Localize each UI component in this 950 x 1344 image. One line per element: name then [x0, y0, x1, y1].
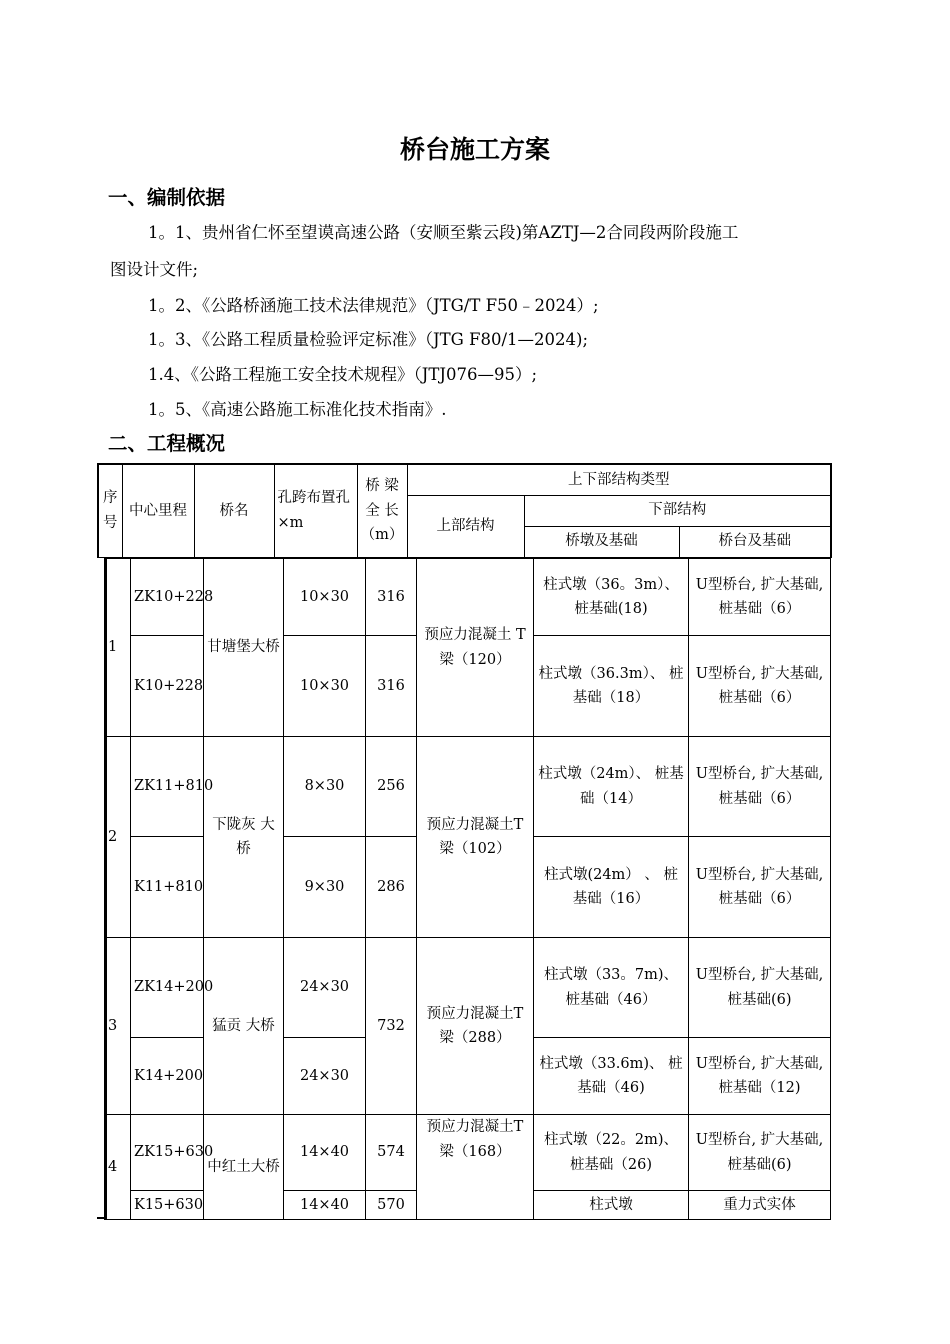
row-span: 24×30 [284, 1038, 366, 1115]
row-span: 24×30 [284, 938, 366, 1038]
row-station: ZK15+630 [131, 1115, 204, 1191]
table-row [107, 559, 831, 636]
row-length: 732 [366, 938, 417, 1115]
header-pier: 桥墩及基础 [524, 526, 679, 557]
row-pier: 柱式墩（36.3m）、 桩基础（18） [534, 636, 689, 737]
table-left-border [104, 558, 106, 1220]
row-upper: 预应力混凝土 T梁（120） [417, 559, 534, 737]
row-station: ZK14+200 [131, 938, 204, 1038]
row-length: 256 [366, 737, 417, 837]
row-length: 570 [366, 1191, 417, 1220]
row-name: 猛贡 大桥 [204, 938, 284, 1115]
row-length: 316 [366, 559, 417, 636]
table-header [97, 463, 832, 558]
row-name: 下陇灰 大桥 [204, 737, 284, 938]
bridge-table [106, 558, 831, 1220]
header-seq: 序号 [98, 464, 122, 557]
row-pier: 柱式墩（36。3m）、 桩基础(18) [534, 559, 689, 636]
row-pier: 柱式墩（33.6m)、 桩基础（46) [534, 1038, 689, 1115]
row-station: K10+228 [131, 636, 204, 737]
row-span: 10×30 [284, 636, 366, 737]
row-name: 甘塘堡大桥 [204, 559, 284, 737]
row-pier: 柱式墩 [534, 1191, 689, 1220]
header-structure: 上下部结构类型 [407, 464, 831, 495]
header-span: 孔跨布置孔×m [274, 464, 357, 557]
basis-item-3: 1。3、《公路工程质量检验评定标准》（JTG F80/1—2024); [148, 330, 589, 349]
basis-item-1: 1。1、贵州省仁怀至望谟高速公路（安顺至紫云段)第AZTJ—2合同段两阶段施工 [148, 223, 739, 242]
section-heading-overview: 二、工程概况 [108, 432, 226, 455]
row-abutment: U型桥台, 扩大基础, 桩基础（6） [689, 559, 831, 636]
basis-item-2: 1。2、《公路桥涵施工技术法律规范》（JTG/T F50﹣2024）; [148, 296, 599, 315]
basis-item-1-cont: 图设计文件; [110, 260, 199, 279]
header-upper: 上部结构 [407, 495, 524, 557]
row-pier: 柱式墩（24m）、 桩基础（14） [534, 737, 689, 837]
row-length: 574 [366, 1115, 417, 1191]
row-station: ZK11+810 [131, 737, 204, 837]
header-station: 中心里程 [122, 464, 194, 557]
row-abutment: 重力式实体 [689, 1191, 831, 1220]
row-seq: 2 [107, 737, 131, 938]
row-pier: 柱式墩(24m） 、 桩基础（16） [534, 837, 689, 938]
section-heading-basis: 一、编制依据 [108, 186, 226, 209]
table-row [107, 1115, 831, 1191]
page-title: 桥台施工方案 [399, 135, 550, 164]
row-upper: 预应力混凝土T梁（168） [417, 1115, 534, 1220]
row-abutment: U型桥台, 扩大基础,桩基础(6) [689, 1115, 831, 1191]
row-seq: 3 [107, 938, 131, 1115]
row-span: 8×30 [284, 737, 366, 837]
row-span: 14×40 [284, 1191, 366, 1220]
row-station: K14+200 [131, 1038, 204, 1115]
table-row [107, 737, 831, 837]
table-row [107, 938, 831, 1038]
row-abutment: U型桥台, 扩大基础,桩基础（6） [689, 737, 831, 837]
row-abutment: U型桥台, 扩大基础, 桩基础（6） [689, 837, 831, 938]
row-upper: 预应力混凝土T梁（288） [417, 938, 534, 1115]
row-abutment: U型桥台, 扩大基础, 桩基础（12) [689, 1038, 831, 1115]
header-length: 桥 梁全 长（m） [357, 464, 407, 557]
row-length: 286 [366, 837, 417, 938]
row-station: ZK10+228 [131, 559, 204, 636]
header-lower: 下部结构 [524, 495, 831, 526]
row-pier: 柱式墩（22。2m)、 桩基础（26) [534, 1115, 689, 1191]
row-upper: 预应力混凝土T梁（102） [417, 737, 534, 938]
header-name: 桥名 [194, 464, 274, 557]
row-seq: 4 [107, 1115, 131, 1220]
row-pier: 柱式墩（33。7m)、 桩基础（46） [534, 938, 689, 1038]
row-length: 316 [366, 636, 417, 737]
row-span: 10×30 [284, 559, 366, 636]
row-seq: 1 [107, 559, 131, 737]
row-station: K11+810 [131, 837, 204, 938]
row-station: K15+630 [131, 1191, 204, 1220]
row-name: 中红土大桥 [204, 1115, 284, 1220]
row-span: 9×30 [284, 837, 366, 938]
basis-item-4: 1.4、《公路工程施工安全技术规程》（JTJ076—95）; [148, 365, 538, 384]
table-bottom-mark [97, 1217, 107, 1219]
row-abutment: U型桥台, 扩大基础, 桩基础(6) [689, 938, 831, 1038]
row-span: 14×40 [284, 1115, 366, 1191]
header-abutment: 桥台及基础 [679, 526, 831, 557]
row-abutment: U型桥台, 扩大基础, 桩基础（6） [689, 636, 831, 737]
basis-item-5: 1。5、《高速公路施工标准化技术指南》. [148, 400, 447, 419]
